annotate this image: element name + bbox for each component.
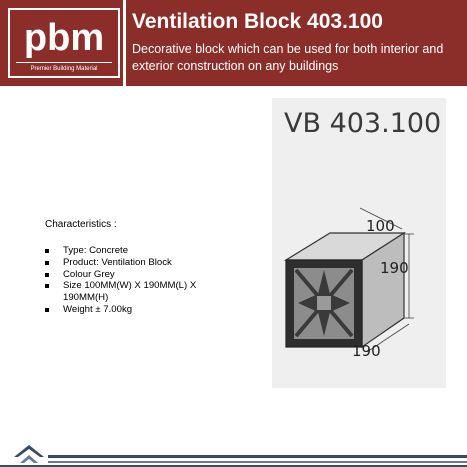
bullet-icon xyxy=(45,273,49,277)
characteristic-text: Weight ± 7.00kg xyxy=(63,303,133,315)
characteristic-text: Product: Ventilation Block xyxy=(63,256,172,268)
characteristic-text: Type: Concrete xyxy=(63,245,129,256)
header-divider xyxy=(123,0,126,86)
characteristics-heading: Characteristics : xyxy=(45,219,117,230)
lattice-center xyxy=(317,296,331,310)
logo-underline xyxy=(16,62,112,63)
model-label: VB 403.100 xyxy=(284,108,442,139)
logo-letters: pbm xyxy=(23,17,105,59)
footer-decoration xyxy=(0,445,467,467)
characteristic-item xyxy=(45,280,220,304)
characteristic-item xyxy=(45,245,220,257)
height-dimension-label: 190 xyxy=(380,259,409,277)
logo-subtitle: Premier Building Material xyxy=(30,66,98,72)
block-drawing xyxy=(272,98,446,388)
header-banner xyxy=(0,0,467,86)
width-dimension-label: 100 xyxy=(366,217,395,235)
characteristic-item xyxy=(45,269,220,281)
characteristic-item xyxy=(45,304,220,316)
characteristic-text: Size 100MM(W) X 190MM(L) X 190MM(H) xyxy=(63,280,197,304)
bullet-icon xyxy=(45,284,49,288)
length-dimension-label: 190 xyxy=(352,342,381,360)
characteristic-item xyxy=(45,257,220,269)
characteristic-text: Colour Grey xyxy=(63,268,115,280)
bullet-icon xyxy=(45,308,49,312)
bullet-icon xyxy=(45,249,49,253)
footer-line xyxy=(48,455,467,458)
bullet-icon xyxy=(45,261,49,265)
footer-line xyxy=(48,461,467,463)
page-subtitle: Decorative block which can be used for both interior and exterior construction on any buildings xyxy=(132,42,444,73)
characteristics-list xyxy=(45,245,220,316)
page-title: Ventilation Block 403.100 xyxy=(132,10,383,33)
pbm-logo xyxy=(8,8,120,78)
footer-roof-icon xyxy=(20,455,38,463)
